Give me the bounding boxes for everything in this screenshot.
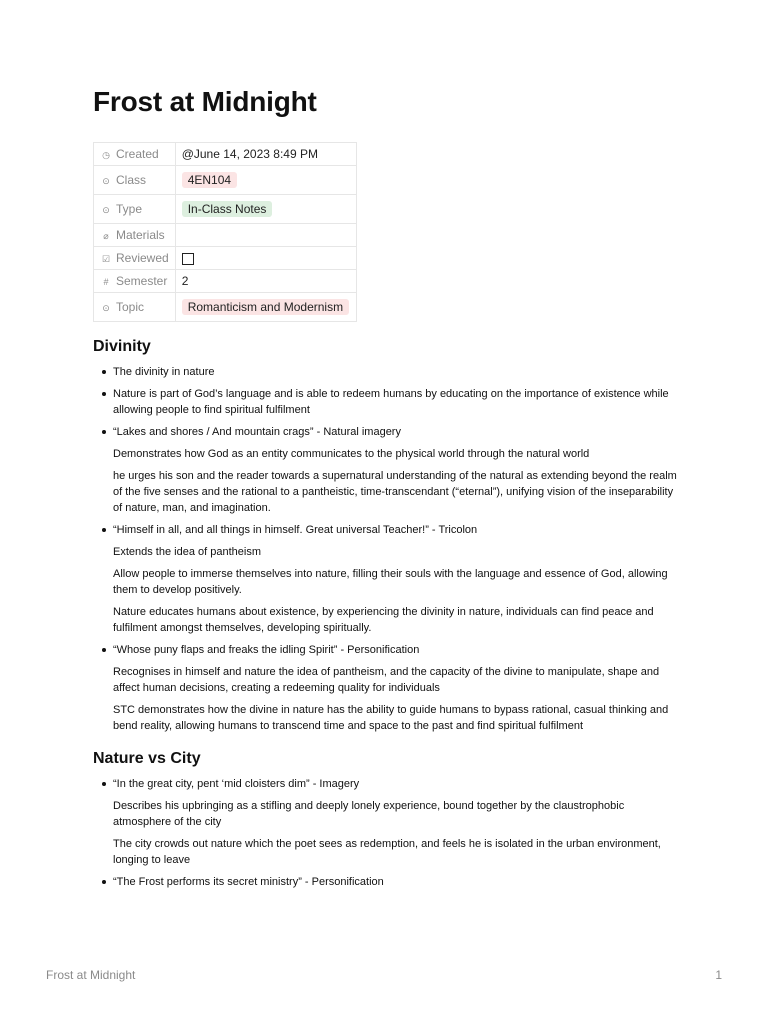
bullet-text: “In the great city, pent ‘mid cloisters dim” - Imagery <box>113 778 360 790</box>
paperclip-icon: ⌀ <box>103 231 109 241</box>
note-text: Extends the idea of pantheism <box>113 546 261 558</box>
list-item <box>93 522 683 636</box>
property-label: Semester <box>116 274 168 288</box>
list-item <box>93 364 683 380</box>
section-heading-nature-vs-city: Nature vs City <box>93 750 201 767</box>
clock-icon: ◷ <box>102 150 110 160</box>
note-text: Allow people to immerse themselves into nature, filling their souls with the language and essence of God, allowing them to develop positively. <box>113 568 668 596</box>
property-row-semester <box>94 270 357 293</box>
property-label: Created <box>116 147 159 161</box>
page-title: Frost at Midnight <box>93 86 317 117</box>
page-number: 1 <box>715 968 722 982</box>
topic-tag[interactable]: Romanticism and Modernism <box>182 299 349 315</box>
bullet-text: “Whose puny flaps and freaks the idling Spirit” - Personification <box>113 644 420 656</box>
property-row-type <box>94 195 357 224</box>
section-heading-divinity: Divinity <box>93 338 151 355</box>
footer-title: Frost at Midnight <box>46 968 136 982</box>
property-label: Materials <box>116 228 165 242</box>
note-text: Describes his upbringing as a stifling and deeply lonely experience, bound together by the claustrophobic atmosphere of the city <box>113 800 625 828</box>
reviewed-checkbox[interactable] <box>182 253 194 265</box>
materials-value[interactable] <box>175 224 356 247</box>
list-item <box>93 386 683 418</box>
note-text: Demonstrates how God as an entity communicates to the physical world through the natural world <box>113 448 590 460</box>
bullet-text: Nature is part of God’s language and is able to redeem humans by educating on the importance of existence while allowing people to find spiritual fulfilment <box>113 388 669 416</box>
property-label: Topic <box>116 300 145 314</box>
property-label: Class <box>116 173 147 187</box>
bullet-text: “Lakes and shores / And mountain crags” - Natural imagery <box>113 426 401 438</box>
property-row-materials <box>94 224 357 247</box>
property-label: Reviewed <box>116 251 169 265</box>
note-text: he urges his son and the reader towards a supernatural understanding of the natural as extending beyond the realm of the five senses and the rational to a pantheistic, time-transcendant (“eternal”), unifying vision of the inseparability of nature, man, and imagination. <box>113 470 677 514</box>
type-tag[interactable]: In-Class Notes <box>182 201 273 217</box>
bullet-text: “Himself in all, and all things in himself. Great universal Teacher!” - Tricolon <box>113 524 478 536</box>
property-row-reviewed <box>94 247 357 270</box>
created-value: @June 14, 2023 8:49 PM <box>181 147 318 161</box>
note-text: The city crowds out nature which the poet sees as redemption, and feels he is isolated in the urban environment, longing to leave <box>113 838 661 866</box>
property-row-topic <box>94 293 357 322</box>
list-item <box>93 424 683 516</box>
page-content <box>93 336 683 896</box>
note-text: Nature educates humans about existence, by experiencing the divinity in nature, individuals can find peace and fulfilment amongst themselves, developing spiritually. <box>113 606 654 634</box>
select-icon: ⊙ <box>102 176 110 186</box>
bullet-list <box>93 776 683 890</box>
bullet-text: The divinity in nature <box>113 366 215 378</box>
select-icon: ⊙ <box>102 205 110 215</box>
bullet-list <box>93 364 683 734</box>
list-item <box>93 776 683 868</box>
select-icon: ⊙ <box>102 303 110 313</box>
checkbox-icon: ☑ <box>101 254 111 264</box>
list-item <box>93 874 683 890</box>
semester-value: 2 <box>181 274 189 288</box>
property-label: Type <box>116 202 143 216</box>
properties-table <box>93 142 357 322</box>
class-tag[interactable]: 4EN104 <box>182 172 237 188</box>
property-row-class <box>94 166 357 195</box>
list-item <box>93 642 683 734</box>
hash-icon: # <box>103 277 109 287</box>
note-text: STC demonstrates how the divine in nature has the ability to guide humans to bypass rational, casual thinking and bend reality, allowing humans to transcend time and space to the past and find spiritual fulfilment <box>113 704 669 732</box>
note-text: Recognises in himself and nature the idea of pantheism, and the capacity of the divine to manipulate, shape and affect human decisions, creating a redeeming quality for individuals <box>113 666 660 694</box>
bullet-text: “The Frost performs its secret ministry” - Personification <box>113 876 384 888</box>
property-row-created <box>94 143 357 166</box>
